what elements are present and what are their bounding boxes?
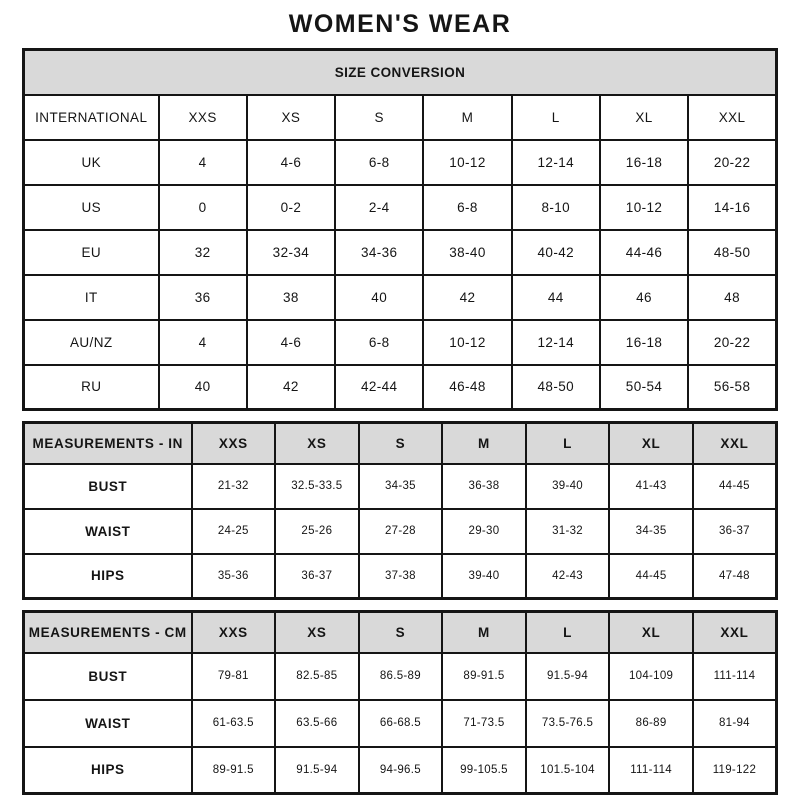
value-cell: 61-63.5 [192,700,276,747]
size-header-m: M [442,423,526,464]
value-cell: 42 [423,275,511,320]
value-cell: 4 [159,140,247,185]
value-cell: 34-35 [609,509,693,554]
value-cell: 44-45 [693,464,777,509]
row-label: WAIST [24,509,192,554]
value-cell: 41-43 [609,464,693,509]
size-header-xxl: XXL [693,423,777,464]
value-cell: 20-22 [688,140,776,185]
size-header-xxs: XXS [192,423,276,464]
value-cell: 4-6 [247,140,335,185]
value-cell: 119-122 [693,747,777,794]
value-cell: 48-50 [688,230,776,275]
value-cell: 46 [600,275,688,320]
size-conversion-head [24,50,777,140]
value-cell: 44-46 [600,230,688,275]
value-cell: 86.5-89 [359,653,443,700]
value-cell: 36 [159,275,247,320]
value-cell: 48 [688,275,776,320]
table-row [24,700,777,747]
size-header-xl: XL [609,423,693,464]
measurements-cm-head [24,612,777,653]
value-cell: 82.5-85 [275,653,359,700]
value-cell: 20-22 [688,320,776,365]
row-label: IT [24,275,159,320]
size-header-xxl: XXL [693,612,777,653]
row-label: HIPS [24,554,192,599]
value-cell: 94-96.5 [359,747,443,794]
measurements-cm-body [24,653,777,794]
value-cell: 35-36 [192,554,276,599]
row-label: EU [24,230,159,275]
value-cell: 0-2 [247,185,335,230]
value-cell: 36-37 [275,554,359,599]
page-title: WOMEN'S WEAR [288,10,512,38]
row-label: UK [24,140,159,185]
value-cell: 42-43 [526,554,610,599]
table-row [24,509,777,554]
value-cell: 63.5-66 [275,700,359,747]
value-cell: 44-45 [609,554,693,599]
row-label: AU/NZ [24,320,159,365]
size-header-xl: XL [609,612,693,653]
column-header-xxs: XXS [159,95,247,140]
column-header-row [24,423,777,464]
table-row [24,653,777,700]
value-cell: 99-105.5 [442,747,526,794]
value-cell: 81-94 [693,700,777,747]
value-cell: 56-58 [688,365,776,410]
value-cell: 10-12 [423,320,511,365]
value-cell: 46-48 [423,365,511,410]
value-cell: 40 [335,275,423,320]
table-row [24,140,777,185]
row-label: US [24,185,159,230]
size-header-xs: XS [275,612,359,653]
measurements-in-body [24,464,777,599]
value-cell: 4 [159,320,247,365]
size-header-m: M [442,612,526,653]
value-cell: 14-16 [688,185,776,230]
value-cell: 42 [247,365,335,410]
value-cell: 16-18 [600,140,688,185]
measurements-cm-title: MEASUREMENTS - CM [24,612,192,653]
size-header-l: L [526,612,610,653]
measurements-in-title: MEASUREMENTS - IN [24,423,192,464]
column-header-row [24,612,777,653]
value-cell: 31-32 [526,509,610,554]
table-row [24,230,777,275]
value-cell: 24-25 [192,509,276,554]
table-row [24,747,777,794]
value-cell: 6-8 [335,320,423,365]
value-cell: 32.5-33.5 [275,464,359,509]
value-cell: 12-14 [512,320,600,365]
value-cell: 36-37 [693,509,777,554]
value-cell: 38-40 [423,230,511,275]
value-cell: 79-81 [192,653,276,700]
value-cell: 111-114 [609,747,693,794]
table-row [24,365,777,410]
value-cell: 47-48 [693,554,777,599]
value-cell: 71-73.5 [442,700,526,747]
value-cell: 34-35 [359,464,443,509]
value-cell: 4-6 [247,320,335,365]
value-cell: 44 [512,275,600,320]
value-cell: 8-10 [512,185,600,230]
size-conversion-table [22,48,778,411]
size-header-xs: XS [275,423,359,464]
value-cell: 29-30 [442,509,526,554]
value-cell: 25-26 [275,509,359,554]
value-cell: 104-109 [609,653,693,700]
value-cell: 86-89 [609,700,693,747]
value-cell: 0 [159,185,247,230]
row-label: HIPS [24,747,192,794]
measurements-in-table [22,421,778,600]
value-cell: 16-18 [600,320,688,365]
value-cell: 40 [159,365,247,410]
table-row [24,464,777,509]
value-cell: 66-68.5 [359,700,443,747]
value-cell: 111-114 [693,653,777,700]
size-header-xxs: XXS [192,612,276,653]
value-cell: 6-8 [423,185,511,230]
column-header-s: S [335,95,423,140]
size-header-s: S [359,423,443,464]
value-cell: 2-4 [335,185,423,230]
value-cell: 12-14 [512,140,600,185]
column-header-m: M [423,95,511,140]
size-header-s: S [359,612,443,653]
size-header-l: L [526,423,610,464]
value-cell: 91.5-94 [275,747,359,794]
row-label: BUST [24,653,192,700]
table-row [24,275,777,320]
value-cell: 37-38 [359,554,443,599]
value-cell: 27-28 [359,509,443,554]
table-row [24,185,777,230]
value-cell: 34-36 [335,230,423,275]
measurements-in-head [24,423,777,464]
size-conversion-title: SIZE CONVERSION [24,50,777,95]
value-cell: 89-91.5 [442,653,526,700]
table-title-row [24,50,777,95]
column-header-xs: XS [247,95,335,140]
table-row [24,320,777,365]
table-row [24,554,777,599]
row-label: BUST [24,464,192,509]
size-conversion-body [24,140,777,410]
value-cell: 50-54 [600,365,688,410]
column-header-l: L [512,95,600,140]
value-cell: 36-38 [442,464,526,509]
value-cell: 48-50 [512,365,600,410]
column-header-international: INTERNATIONAL [24,95,159,140]
value-cell: 101.5-104 [526,747,610,794]
value-cell: 89-91.5 [192,747,276,794]
value-cell: 40-42 [512,230,600,275]
row-label: WAIST [24,700,192,747]
value-cell: 10-12 [423,140,511,185]
row-label: RU [24,365,159,410]
column-header-xxl: XXL [688,95,776,140]
value-cell: 39-40 [442,554,526,599]
value-cell: 32-34 [247,230,335,275]
value-cell: 39-40 [526,464,610,509]
value-cell: 91.5-94 [526,653,610,700]
measurements-cm-table [22,610,778,795]
column-header-row [24,95,777,140]
value-cell: 10-12 [600,185,688,230]
value-cell: 32 [159,230,247,275]
column-header-xl: XL [600,95,688,140]
value-cell: 6-8 [335,140,423,185]
value-cell: 42-44 [335,365,423,410]
value-cell: 73.5-76.5 [526,700,610,747]
value-cell: 38 [247,275,335,320]
value-cell: 21-32 [192,464,276,509]
